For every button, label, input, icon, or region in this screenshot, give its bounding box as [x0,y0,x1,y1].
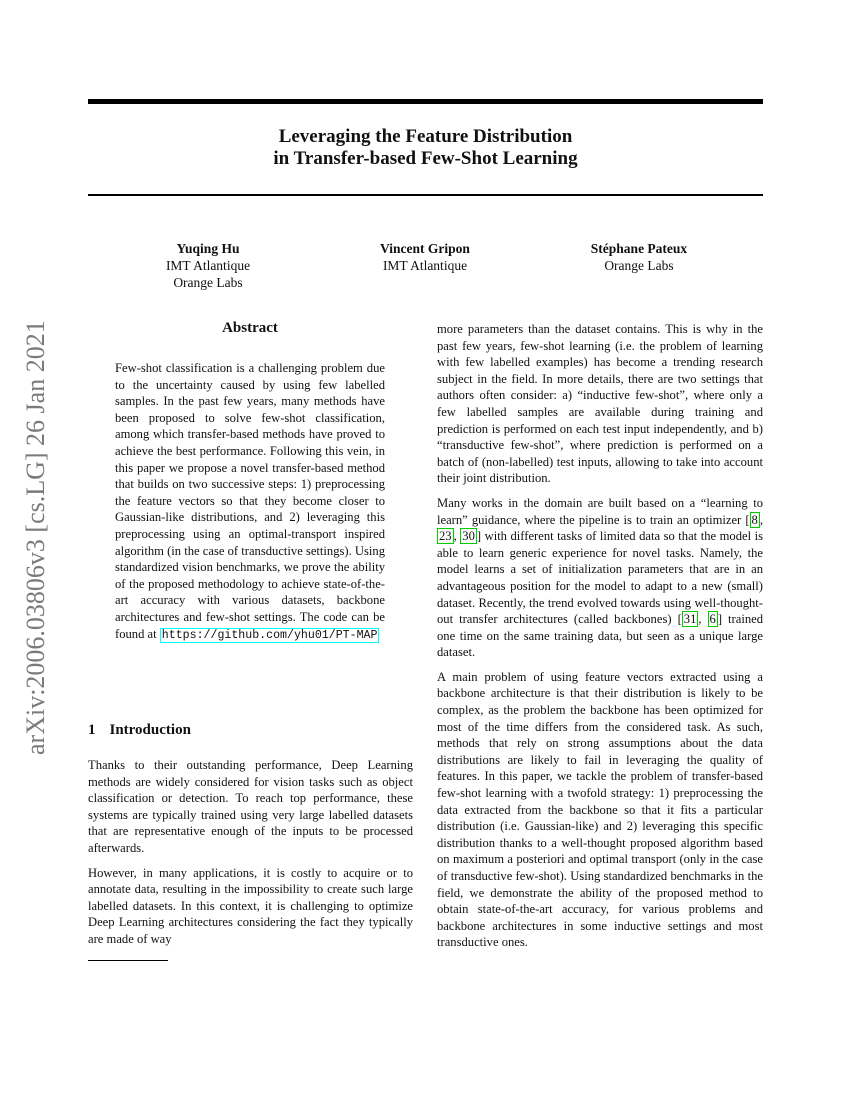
paragraph-text: with different tasks of limited data so that the model is able to learn generic experience for novel tasks. Namely, the model learns a set of initialization parameters that are in an advantageous position for the model to adapt to a new (small) dataset. Recently, the trend evolved towards using well-thought-out transfer architectures (called backbones) [437,529,763,627]
left-column [88,757,413,956]
paper-title [88,126,763,170]
author-affiliation: Orange Labs [173,275,243,290]
intro-paragraph-1: Thanks to their outstanding performance, Deep Learning methods are widely considered for vision tasks such as object classification or detection. To reach top performance, these systems are typically trained using very large labelled datasets that are representative enough of the inputs to be processed afterwards. [88,758,413,855]
title-rule [88,194,763,196]
citation-link[interactable]: 8 [751,512,758,527]
right-paragraph-3: A main problem of using feature vectors extracted using a backbone architecture is that their distribution is likely to be complex, as the problem the backbone has been optimized for most of the time differs from the considered task. As such, methods that rely on strong assumptions about the data distributions are likely to fail in leveraging the quality of features. In this paper, we tackle the problem of transfer-based few-shot learning with a twofold strategy: 1) preprocessing the data extracted from the backbone so that it fits a particular distribution (i.e. Gaussian-like) and 2) leveraging this specific distribution thanks to a well-thought proposed algorithm based on maximum a posteriori and optimal transport (only in the case of transductive few-shot). Using standardized benchmarks in the field, we demonstrate the ability of the proposed method to obtain state-of-the-art accuracy, for various problems and backbone architectures in some inductive settings and most transductive ones. [437,669,763,950]
top-rule [88,99,763,104]
citation-link[interactable]: 30 [462,529,475,544]
citation-link[interactable]: 31 [683,612,697,627]
author-name: Vincent Gripon [380,241,470,256]
paragraph-text: Many works in the domain are built based on a “learning to learn” guidance, where the pipeline is to train an optimizer [437,495,763,527]
paragraph-text: trained one time on the same training data, but seen as a unique large dataset. [437,612,764,660]
author-affiliation: IMT Atlantique [382,258,468,273]
abstract-body [115,360,385,644]
author-1 [108,240,308,291]
section-title: Introduction [109,722,191,738]
abstract-text: Few-shot classification is a challenging problem due to the uncertainty caused by using few labelled samples. In the past few years, many methods have been proposed to solve few-shot classification, among which transfer-based methods have proved to achieve the best performance. Following this vein, in this paper we propose a novel transfer-based method that builds on two successive steps: 1) preprocessing the feature vectors so that they become closer to Gaussian-like distributions, and 2) leveraging this preprocessing using an optimal-transport inspired algorithm (in the case of transductive settings). Using standardized vision benchmarks, we prove the ability of the proposed methodology to achieve state-of-the-art accuracy with various datasets, backbone architectures and few-shot settings. The code can be found at [115,361,386,641]
footnote-rule [88,960,168,961]
arxiv-id-svg [22,300,52,760]
abstract-heading: Abstract [222,320,278,336]
citation-link[interactable]: 23 [439,529,452,544]
author-affiliation: Orange Labs [604,258,674,273]
author-3 [539,240,739,274]
right-column [437,321,763,959]
intro-paragraph-2: However, in many applications, it is costly to acquire or to annotate data, resulting in the impossibility to create such large labelled datasets. In this context, it is challenging to optimize Deep Learning architectures considering the fact they typically are made of way [88,865,413,946]
author-affiliation: IMT Atlantique [165,258,251,273]
title-line-2: in Transfer-based Few-Shot Learning [273,148,578,169]
citation-link[interactable]: 6 [709,612,716,627]
title-line-1: Leveraging the Feature Distribution [278,126,573,147]
right-paragraph-2: Many works in the domain are built based on a “learning to learn” guidance, where the pipeline is to train an optimizer [ 8 , 23 , 30 ] with different tasks of limited data so that the model is able to learn generic experience for novel tasks. Namely, the model learns a set of initialization parameters that are in an advantageous position for the model to adapt to a new (small) dataset. Recently, the trend evolved towards using well-thought-out transfer architectures (called backbones) [ 31 , 6 ] trained one time on the same training data, but seen as a unique large dataset. [437,495,764,660]
author-2 [325,240,525,274]
arxiv-sidebar [22,300,52,760]
right-paragraph-1: more parameters than the dataset contains. This is why in the past few years, few-shot learning (i.e. the problem of learning with few labelled examples) has become a trending research subject in the field. In more details, there are two settings that authors often consider: a) “inductive few-shot”, where only a few labelled samples are available during training and prediction is performed on each test input independently, and b) “transductive few-shot”, where prediction is performed on a batch of (non-labelled) test inputs, allowing to take into account their joint distribution. [437,322,763,486]
code-link[interactable]: https://github.com/yhu01/PT-MAP [161,628,378,642]
author-name: Yuqing Hu [176,241,240,256]
arxiv-id: arXiv:2006.03806v3 [cs.LG] 26 Jan 2021 [21,320,50,755]
section-heading [88,722,191,739]
section-number: 1 [88,722,96,738]
author-name: Stéphane Pateux [590,241,688,256]
